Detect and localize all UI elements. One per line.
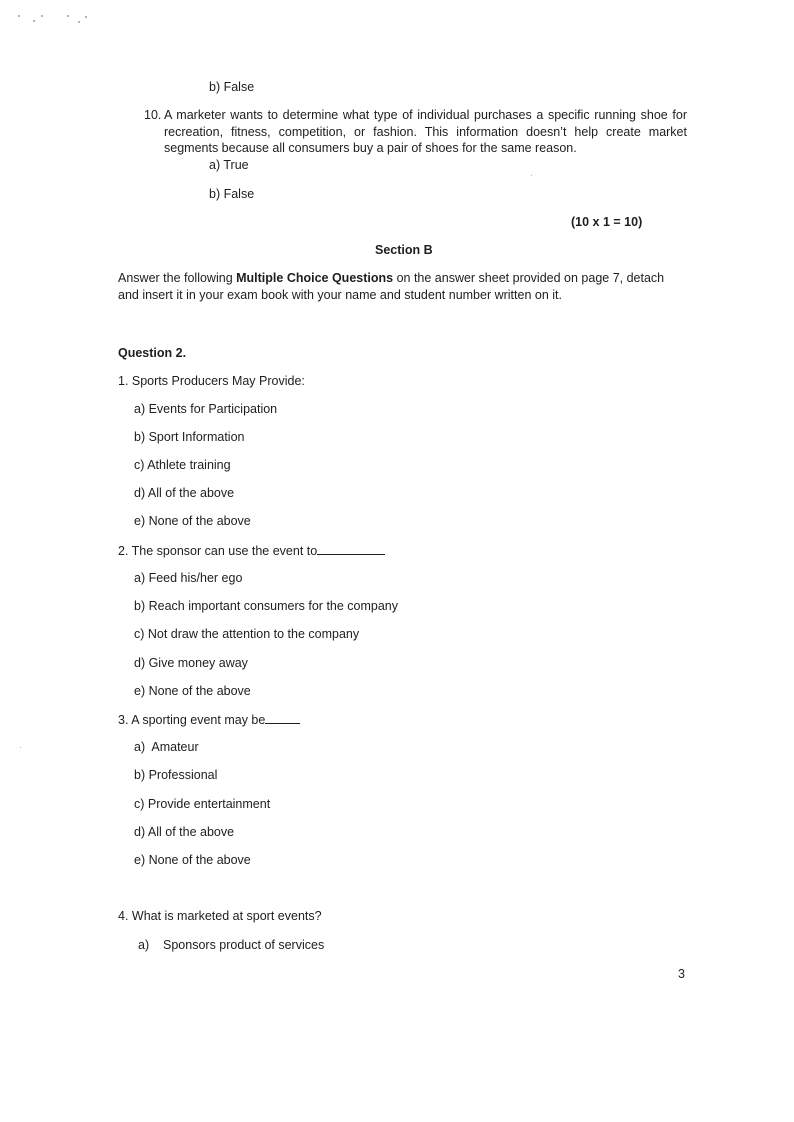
mcq-1-option-b: b) Sport Information <box>134 430 245 444</box>
section-b-title: Section B <box>375 243 433 257</box>
question-2-heading: Question 2. <box>118 346 187 360</box>
prev-question-option-b: b) False <box>209 80 255 94</box>
scan-artifact <box>33 20 35 22</box>
scan-artifact <box>78 21 80 23</box>
mcq-3-option-d: d) All of the above <box>134 825 235 839</box>
question-10-option-a: a) True <box>209 158 249 172</box>
mcq-1-stem: 1. Sports Producers May Provide: <box>118 374 305 388</box>
mcq-2-option-a: a) Feed his/her ego <box>134 571 243 585</box>
mcq-3-option-b: b) Professional <box>134 768 218 782</box>
instruction-text: Answer the following <box>118 271 237 285</box>
mcq-2-option-b: b) Reach important consumers for the company <box>134 599 399 613</box>
mcq-2-option-c: c) Not draw the attention to the company <box>134 627 360 641</box>
question-number: 10. <box>144 108 162 122</box>
scan-artifact <box>41 15 43 17</box>
question-10 <box>144 107 687 157</box>
mcq-1-option-e: e) None of the above <box>134 514 251 528</box>
scan-artifact <box>67 15 69 17</box>
section-b-instructions <box>118 270 687 303</box>
answer-blank <box>317 542 385 555</box>
mcq-2-stem <box>118 542 385 560</box>
scan-artifact <box>85 16 87 18</box>
mcq-4-option-a: a) Sponsors product of services <box>138 938 325 952</box>
answer-blank <box>265 711 300 724</box>
mcq-2-stem-text: 2. The sponsor can use the event to <box>118 544 318 558</box>
mcq-1-option-c: c) Athlete training <box>134 458 231 472</box>
mcq-3-option-a: a) Amateur <box>134 740 199 754</box>
mcq-3-stem <box>118 711 300 729</box>
mcq-3-stem-text: 3. A sporting event may be <box>118 713 266 727</box>
page-number: 3 <box>678 967 685 981</box>
scan-artifact <box>18 15 20 17</box>
instruction-emphasis: Multiple Choice Questions <box>236 271 394 285</box>
mcq-1-option-d: d) All of the above <box>134 486 235 500</box>
question-stem: A marketer wants to determine what type of individual purchases a specific running shoe for recreation, fitness, competition, or fashion. This information doesn’t help create market segments because all consumers buy a pair of shoes for the same reason. <box>164 108 687 156</box>
mcq-3-option-c: c) Provide entertainment <box>134 797 271 811</box>
mcq-2-option-d: d) Give money away <box>134 656 248 670</box>
scan-artifact <box>531 175 532 176</box>
mcq-3-option-e: e) None of the above <box>134 853 251 867</box>
mcq-2-option-e: e) None of the above <box>134 684 251 698</box>
mcq-4-stem: 4. What is marketed at sport events? <box>118 909 322 923</box>
section-a-marks: (10 x 1 = 10) <box>571 215 643 229</box>
question-10-option-b: b) False <box>209 187 255 201</box>
scan-artifact <box>20 747 21 748</box>
instruction-text: on the answer sheet provided on page 7, detach and insert it in your exam book with your name and student number written on it. <box>118 271 665 302</box>
mcq-1-option-a: a) Events for Participation <box>134 402 278 416</box>
